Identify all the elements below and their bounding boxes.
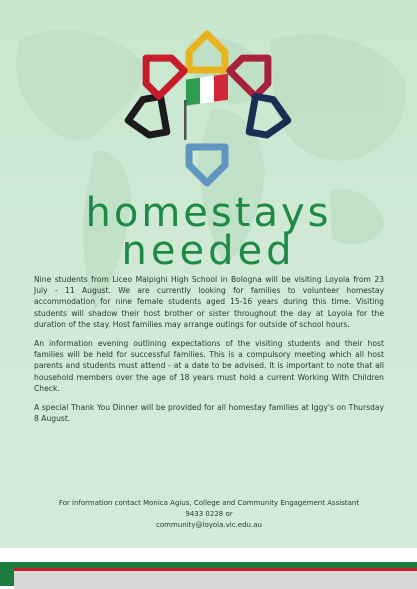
- paragraph-information-evening: An information evening outlining expectations of the visiting students and their host families will be held for successful families. This is a compulsory meeting which all host parents and students must attend - at a date to be advised. It is important to note that all household members over the age of 18 years must hold a current Working With Children Check.: [34, 339, 384, 393]
- page-gap: [0, 548, 417, 562]
- paragraph-thank-you-dinner: A special Thank You Dinner will be provided for all homestay families at Iggy's on Thursday 8 August.: [34, 403, 384, 424]
- house-navy-icon: [249, 96, 291, 138]
- homestay-logo: [112, 14, 302, 204]
- contact-person: For information contact Monica Agius, College and Community Engagement Assistant: [58, 499, 360, 507]
- paragraph-homestay-intro: Nine students from Liceo Malpighi High School in Bologna will be visiting Loyola from 23 July - 11 August. We are currently looking for families to volunteer homestay accommodation for nine female students aged 15-16 years during this time. Visiting students will shadow their host brother or sister throughout the day at Loyola for the duration of the stay. Host families may arrange outings for outside of school hours.: [34, 275, 384, 329]
- house-black-icon: [125, 96, 167, 138]
- contact-block: [34, 498, 384, 531]
- house-red-icon: [133, 45, 184, 96]
- next-page-edge: [0, 562, 417, 586]
- italian-flag-icon: [184, 74, 228, 140]
- house-blue-icon: [189, 147, 225, 183]
- flyer-body: [34, 274, 384, 432]
- house-yellow-icon: [189, 34, 225, 70]
- house-crimson-icon: [230, 45, 281, 96]
- flyer-title-line-2: needed: [121, 228, 296, 274]
- flyer-title-line-1: homestays: [85, 190, 332, 236]
- contact-phone: 9433 0228 or: [185, 510, 233, 518]
- contact-email: community@loyola.vic.edu.au: [156, 521, 262, 529]
